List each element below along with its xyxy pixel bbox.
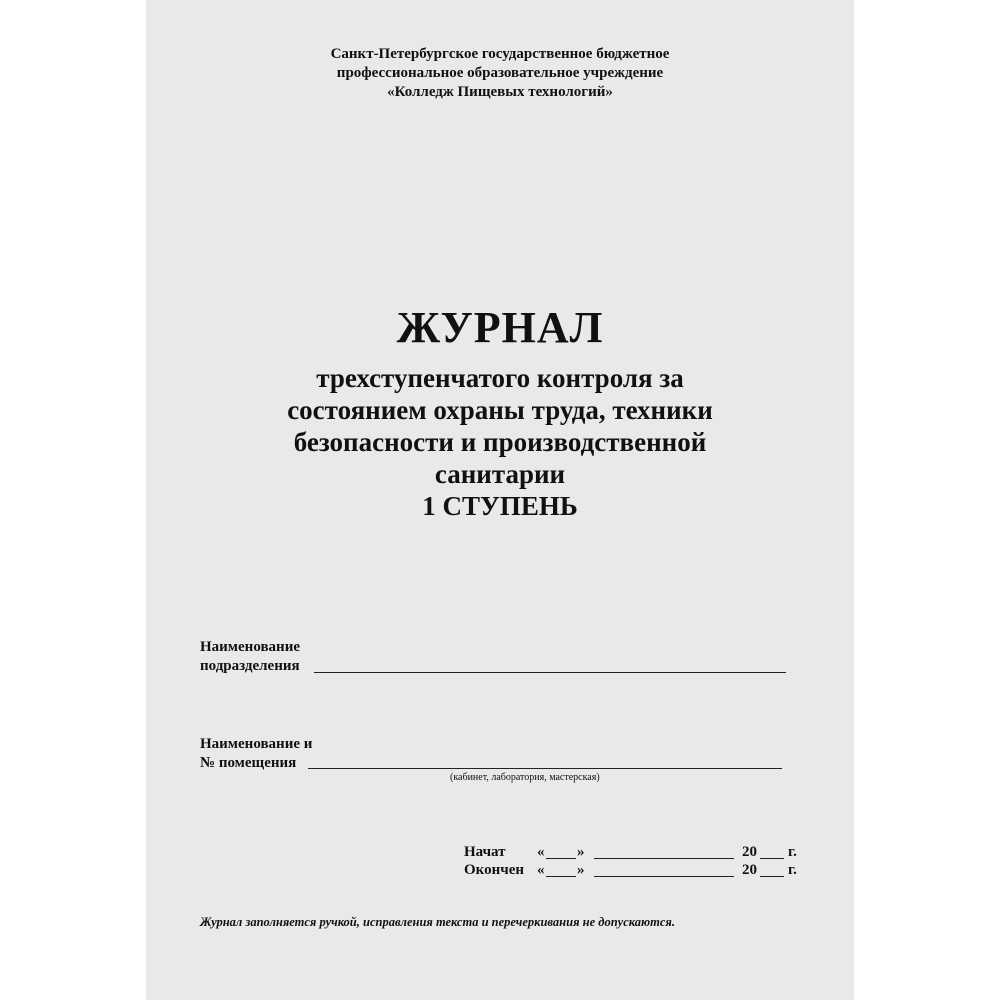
stage-label: 1 СТУПЕНЬ <box>422 491 578 521</box>
journal-cover-page <box>146 0 854 1000</box>
subdivision-label-line-2: подразделения <box>200 658 300 674</box>
footer-note: Журнал заполняется ручкой, исправления текста и перечеркивания не допускаются. <box>200 915 675 929</box>
room-label-line-2: № помещения <box>200 755 297 771</box>
room-hint: (кабинет, лаборатория, мастерская) <box>450 772 600 783</box>
subdivision-label-line-1: Наименование <box>200 639 300 655</box>
room-label-line-1: Наименование и <box>200 736 313 752</box>
title-line-4: санитарии <box>434 459 566 489</box>
started-day-line[interactable] <box>546 858 576 859</box>
started-month-line[interactable] <box>594 858 734 859</box>
started-open-quote: « <box>537 844 545 860</box>
document-title: ЖУРНАЛ <box>396 303 604 352</box>
org-name-line-1: Санкт-Петербургское государственное бюджетное <box>330 46 670 62</box>
subdivision-input-line[interactable] <box>314 672 786 673</box>
started-year-prefix: 20 <box>742 844 757 860</box>
finished-label: Окончен <box>464 862 525 878</box>
finished-year-suffix: г. <box>788 862 797 878</box>
finished-close-quote: » <box>577 862 585 878</box>
started-year-suffix: г. <box>788 844 797 860</box>
started-label: Начат <box>464 844 506 860</box>
title-line-3: безопасности и производственной <box>293 427 707 457</box>
finished-month-line[interactable] <box>594 876 734 877</box>
finished-year-prefix: 20 <box>742 862 757 878</box>
started-year-line[interactable] <box>760 858 784 859</box>
title-line-1: трехступенчатого контроля за <box>316 363 684 393</box>
org-name-line-3: «Колледж Пищевых технологий» <box>387 84 613 100</box>
started-close-quote: » <box>577 844 585 860</box>
finished-day-line[interactable] <box>546 876 576 877</box>
title-line-2: состоянием охраны труда, техники <box>287 395 713 425</box>
finished-year-line[interactable] <box>760 876 784 877</box>
finished-open-quote: « <box>537 862 545 878</box>
org-name-line-2: профессиональное образовательное учреждение <box>336 65 664 81</box>
room-input-line[interactable] <box>308 768 782 769</box>
